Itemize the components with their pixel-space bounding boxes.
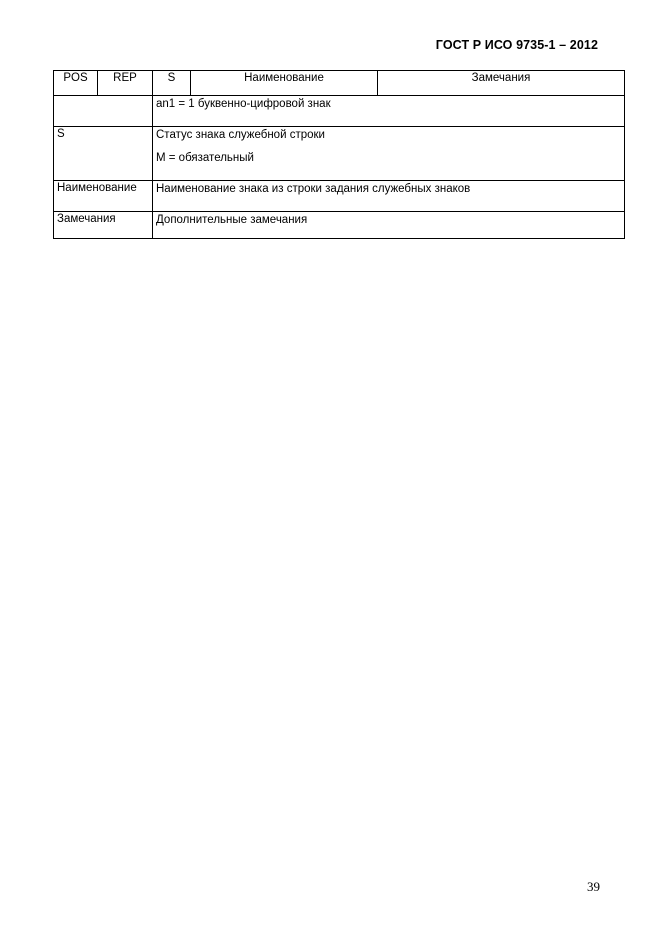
row-description: [153, 127, 625, 181]
description-line: Статус знака служебной строки: [156, 129, 325, 141]
row-description: [153, 212, 625, 239]
description-line: M = обязательный: [156, 152, 254, 164]
table-row: [54, 127, 625, 181]
column-header-status: S: [153, 71, 191, 96]
description-line: Дополнительные замечания: [156, 214, 308, 226]
table-header-row: [54, 71, 625, 96]
column-header-name: Наименование: [191, 71, 378, 96]
table-row: [54, 181, 625, 212]
column-header-remarks: Замечания: [378, 71, 625, 96]
segment-spec-table: [53, 70, 625, 239]
row-label: Наименование: [54, 181, 153, 212]
table-row: [54, 212, 625, 239]
column-header-pos: POS: [54, 71, 98, 96]
row-label: Замечания: [54, 212, 153, 239]
row-description: [153, 96, 625, 127]
row-label: [54, 96, 153, 127]
description-line: an1 = 1 буквенно-цифровой знак: [156, 98, 331, 110]
document-standard-header: ГОСТ Р ИСО 9735-1 – 2012: [435, 38, 598, 52]
column-header-rep: REP: [98, 71, 153, 96]
row-description: [153, 181, 625, 212]
table-row: [54, 96, 625, 127]
page-number: 39: [587, 879, 600, 894]
description-line: Наименование знака из строки задания служебных знаков: [156, 183, 471, 195]
row-label: S: [54, 127, 153, 181]
